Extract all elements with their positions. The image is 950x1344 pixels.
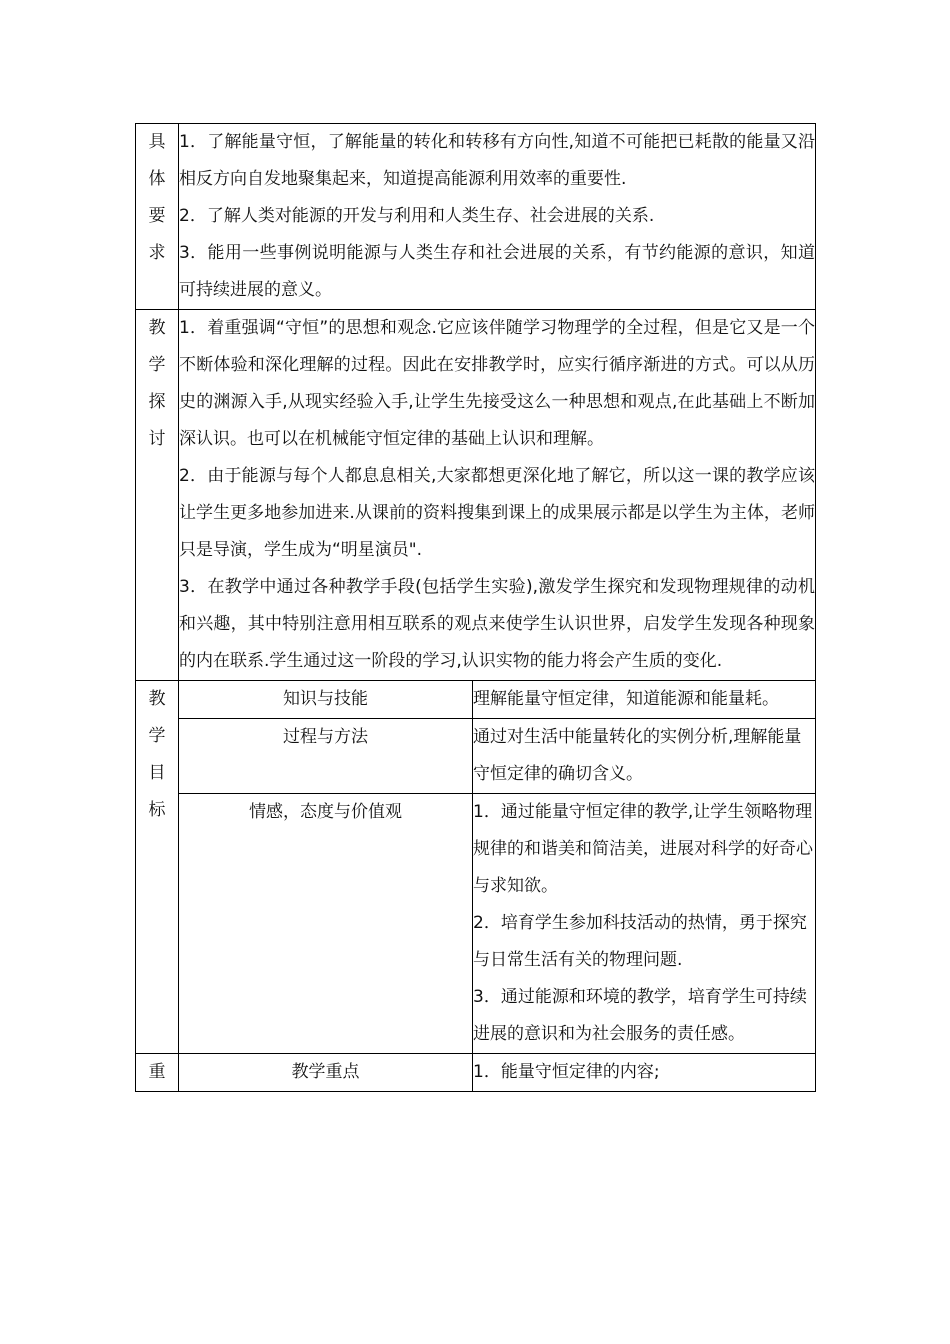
- row-objective-process: [136, 719, 816, 794]
- objective-value: 通过对生活中能量转化的实例分析,理解能量守恒定律的确切含义。: [473, 719, 816, 794]
- objective-name: 情感，态度与价值观: [179, 794, 473, 1054]
- discussion-content: [179, 310, 816, 681]
- objective-value: 理解能量守恒定律，知道能源和能量耗。: [473, 681, 816, 719]
- requirement-item: 2．了解人类对能源的开发与利用和人类生存、社会进展的关系.: [179, 206, 655, 226]
- focus-name: 教学重点: [179, 1054, 473, 1092]
- discussion-item: 2．由于能源与每个人都息息相关,大家都想更深化地了解它，所以这一课的教学应该让学生更多地参加进来.从课前的资料搜集到课上的成果展示都是以学生为主体，老师只是导演，学生成为“明星演员".: [179, 466, 815, 560]
- row-focus: [136, 1054, 816, 1092]
- objective-value: 1．通过能量守恒定律的教学,让学生领略物理规律的和谐美和简洁美，进展对科学的好奇心与求知欲。 2．培育学生参加科技活动的热情，勇于探究与日常生活有关的物理问题. 3．通过能源和环境的教学，培育学生可持续进展的意识和为社会服务的责任感。: [473, 794, 816, 1054]
- focus-label: 重: [136, 1054, 179, 1092]
- objective-name: 知识与技能: [179, 681, 473, 719]
- objective-name: 过程与方法: [179, 719, 473, 794]
- discussion-item: 1．着重强调“守恒”的思想和观念.它应该伴随学习物理学的全过程，但是它又是一个不断体验和深化理解的过程。因此在安排教学时，应实行循序渐进的方式。可以从历史的渊源入手,从现实经验入手,让学生先接受这么一种思想和观点,在此基础上不断加深认识。也可以在机械能守恒定律的基础上认识和理解。: [179, 318, 815, 449]
- requirement-item: 1．了解能量守恒，了解能量的转化和转移有方向性,知道不可能把已耗散的能量又沿相反方向自发地聚集起来，知道提高能源利用效率的重要性.: [179, 132, 815, 189]
- requirement-item: 3．能用一些事例说明能源与人类生存和社会进展的关系，有节约能源的意识，知道可持续进展的意义。: [179, 243, 815, 300]
- row-requirements: [136, 124, 816, 310]
- row-objective-knowledge: [136, 681, 816, 719]
- row-discussion: [136, 310, 816, 681]
- requirements-label: 具 体 要 求: [136, 124, 179, 310]
- focus-value: 1．能量守恒定律的内容;: [473, 1054, 816, 1092]
- requirements-content: [179, 124, 816, 310]
- row-objective-emotion: [136, 794, 816, 1054]
- objectives-label: 教 学 目 标: [136, 681, 179, 1054]
- discussion-item: 3．在教学中通过各种教学手段(包括学生实验),激发学生探究和发现物理规律的动机和兴趣，其中特别注意用相互联系的观点来使学生认识世界，启发学生发现各种现象的内在联系.学生通过这一阶段的学习,认识实物的能力将会产生质的变化.: [179, 577, 815, 671]
- lesson-plan-table: [135, 123, 816, 1092]
- discussion-label: 教 学 探 讨: [136, 310, 179, 681]
